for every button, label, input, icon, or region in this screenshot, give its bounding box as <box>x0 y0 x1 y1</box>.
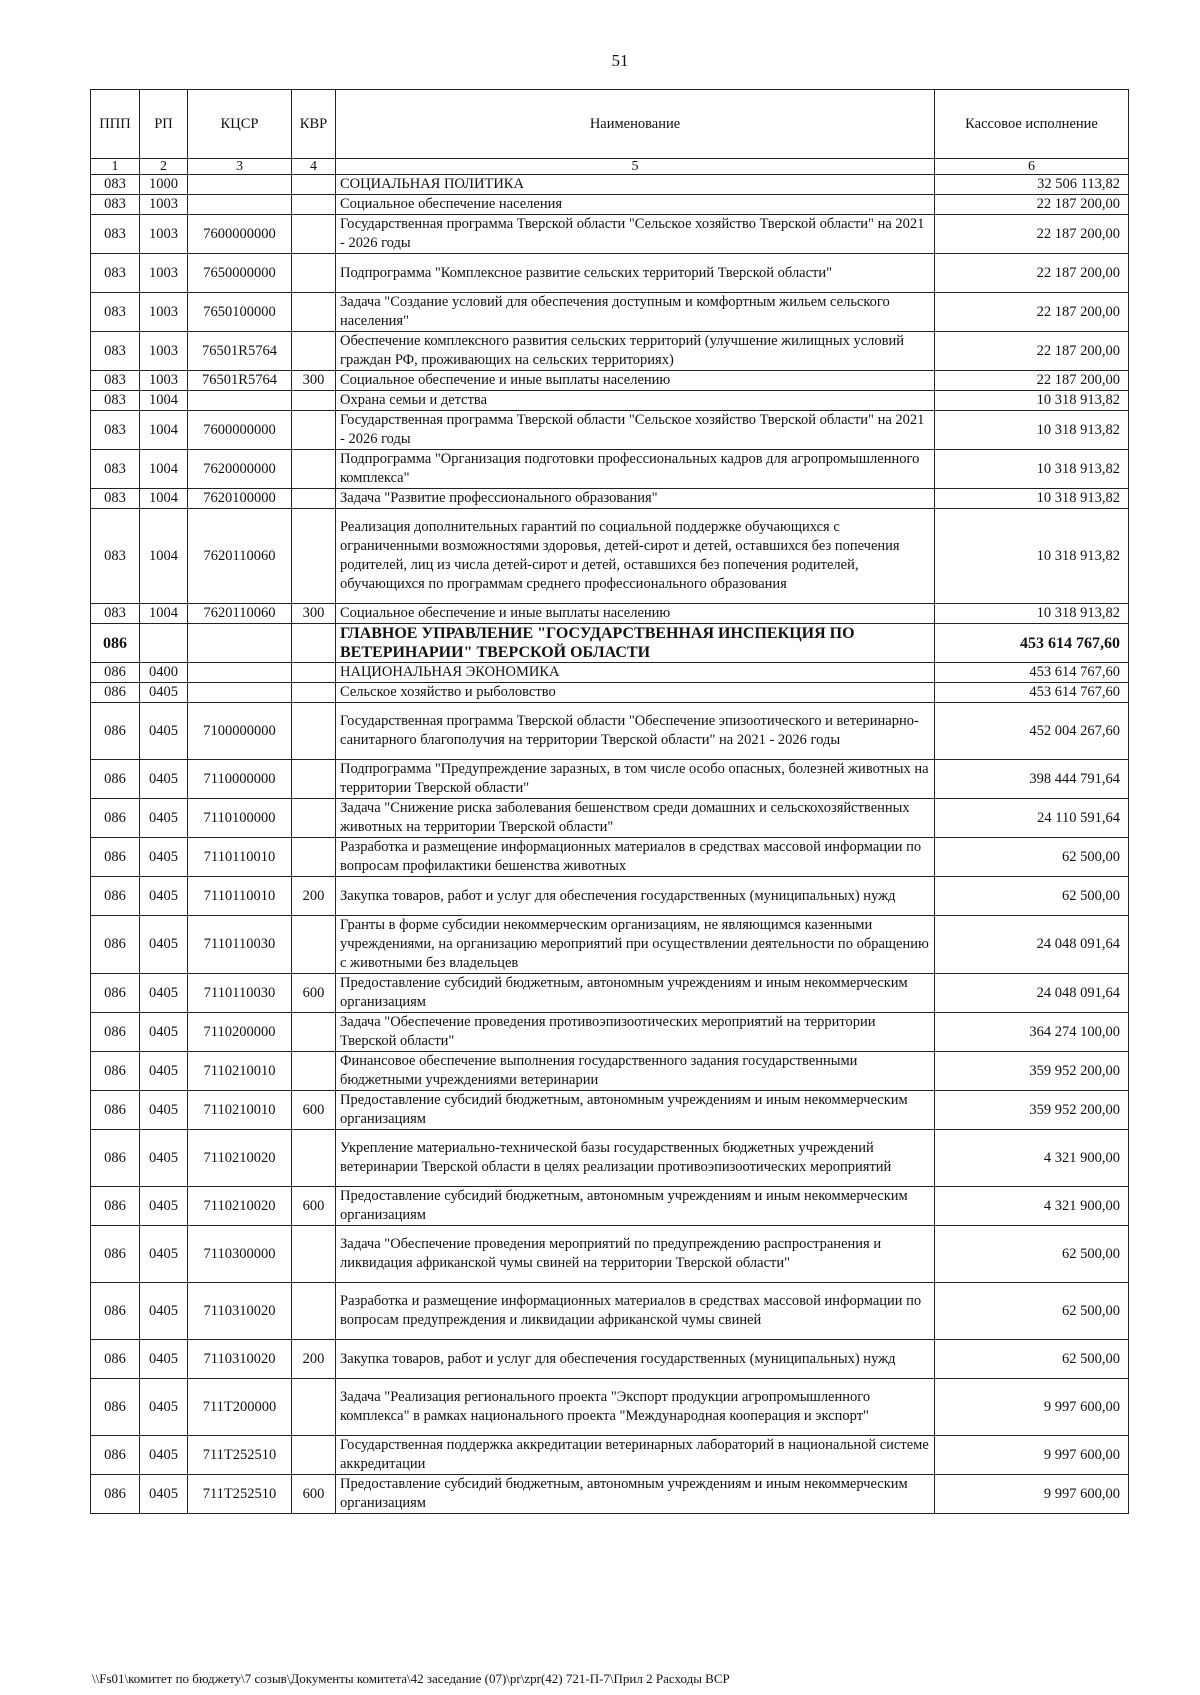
cell-name: НАЦИОНАЛЬНАЯ ЭКОНОМИКА <box>336 663 935 683</box>
cell-kvr <box>292 1013 336 1052</box>
cell-ppp: 086 <box>91 760 140 799</box>
table-row <box>91 1436 1129 1475</box>
cell-name: Обеспечение комплексного развития сельских территорий (улучшение жилищных условий граждан РФ, проживающих на сельских территориях) <box>336 332 935 371</box>
table-row <box>91 1130 1129 1187</box>
cell-ppp: 086 <box>91 799 140 838</box>
cell-rp: 0405 <box>140 974 188 1013</box>
cell-name: Задача "Реализация регионального проекта "Экспорт продукции агропромышленного комплекса" в рамках национального проекта "Международная кооперация и экспорт" <box>336 1379 935 1436</box>
cell-kvr <box>292 391 336 411</box>
cell-kcsr: 7110000000 <box>188 760 292 799</box>
cell-kcsr: 7620100000 <box>188 489 292 509</box>
cell-kvr <box>292 1436 336 1475</box>
cell-kcsr <box>188 175 292 195</box>
cell-name: Подпрограмма "Комплексное развитие сельских территорий Тверской области" <box>336 254 935 293</box>
table-row <box>91 663 1129 683</box>
cell-amount: 62 500,00 <box>935 1283 1129 1340</box>
column-number: 3 <box>188 159 292 175</box>
table-row <box>91 293 1129 332</box>
column-number: 5 <box>336 159 935 175</box>
cell-kcsr: 7620000000 <box>188 450 292 489</box>
cell-rp: 0405 <box>140 1436 188 1475</box>
cell-name: Государственная поддержка аккредитации ветеринарных лабораторий в национальной системе аккредитации <box>336 1436 935 1475</box>
cell-name: Укрепление материально-технической базы государственных бюджетных учреждений ветеринарии Тверской области в целях реализации противоэпизоотических мероприятий <box>336 1130 935 1187</box>
cell-ppp: 086 <box>91 1226 140 1283</box>
cell-kcsr: 7110210010 <box>188 1052 292 1091</box>
cell-amount: 4 321 900,00 <box>935 1187 1129 1226</box>
page-number: 51 <box>611 51 629 70</box>
cell-ppp: 083 <box>91 450 140 489</box>
cell-name: Охрана семьи и детства <box>336 391 935 411</box>
cell-amount: 10 318 913,82 <box>935 489 1129 509</box>
cell-kvr <box>292 760 336 799</box>
cell-kcsr: 76501R5764 <box>188 332 292 371</box>
cell-amount: 4 321 900,00 <box>935 1130 1129 1187</box>
cell-rp: 0405 <box>140 799 188 838</box>
cell-kcsr <box>188 663 292 683</box>
cell-ppp: 086 <box>91 1379 140 1436</box>
cell-kcsr: 7110210020 <box>188 1187 292 1226</box>
cell-amount: 22 187 200,00 <box>935 332 1129 371</box>
cell-name: Предоставление субсидий бюджетным, автономным учреждениям и иным некоммерческим организациям <box>336 1091 935 1130</box>
cell-kvr <box>292 332 336 371</box>
cell-rp: 1000 <box>140 175 188 195</box>
column-number-row <box>91 159 1129 175</box>
cell-kvr <box>292 293 336 332</box>
cell-amount: 62 500,00 <box>935 1226 1129 1283</box>
cell-name: Задача "Снижение риска заболевания бешенством среди домашних и сельскохозяйственных животных на территории Тверской области" <box>336 799 935 838</box>
cell-kvr <box>292 1379 336 1436</box>
cell-kvr: 600 <box>292 1475 336 1514</box>
cell-amount: 10 318 913,82 <box>935 509 1129 604</box>
table-row <box>91 703 1129 760</box>
cell-rp: 0405 <box>140 877 188 916</box>
cell-name: Сельское хозяйство и рыболовство <box>336 683 935 703</box>
table-row <box>91 877 1129 916</box>
table-row <box>91 1283 1129 1340</box>
cell-name: Задача "Обеспечение проведения мероприятий по предупреждению распространения и ликвидация африканской чумы свиней на территории Тверской области" <box>336 1226 935 1283</box>
cell-rp: 1003 <box>140 254 188 293</box>
cell-kvr <box>292 1052 336 1091</box>
cell-amount: 22 187 200,00 <box>935 215 1129 254</box>
table-row <box>91 1052 1129 1091</box>
table-header-row <box>91 90 1129 159</box>
cell-amount: 9 997 600,00 <box>935 1436 1129 1475</box>
cell-amount: 453 614 767,60 <box>935 624 1129 663</box>
header-rp: РП <box>140 90 188 159</box>
cell-amount: 453 614 767,60 <box>935 663 1129 683</box>
cell-rp: 0405 <box>140 1283 188 1340</box>
cell-amount: 24 110 591,64 <box>935 799 1129 838</box>
cell-ppp: 083 <box>91 293 140 332</box>
cell-ppp: 086 <box>91 1436 140 1475</box>
table-row <box>91 604 1129 624</box>
cell-amount: 32 506 113,82 <box>935 175 1129 195</box>
cell-ppp: 083 <box>91 371 140 391</box>
cell-name: СОЦИАЛЬНАЯ ПОЛИТИКА <box>336 175 935 195</box>
table-row <box>91 450 1129 489</box>
cell-ppp: 086 <box>91 1187 140 1226</box>
cell-kvr: 600 <box>292 974 336 1013</box>
cell-rp: 1004 <box>140 604 188 624</box>
cell-amount: 22 187 200,00 <box>935 195 1129 215</box>
cell-name: Подпрограмма "Предупреждение заразных, в том числе особо опасных, болезней животных на территории Тверской области" <box>336 760 935 799</box>
cell-kvr: 200 <box>292 877 336 916</box>
cell-name: Подпрограмма "Организация подготовки профессиональных кадров для агропромышленного комплекса" <box>336 450 935 489</box>
cell-rp: 0405 <box>140 1013 188 1052</box>
cell-kvr <box>292 1226 336 1283</box>
table-row <box>91 175 1129 195</box>
cell-kvr <box>292 254 336 293</box>
cell-kvr <box>292 1283 336 1340</box>
table-row <box>91 916 1129 974</box>
cell-kcsr: 7110210010 <box>188 1091 292 1130</box>
table-row <box>91 332 1129 371</box>
cell-amount: 22 187 200,00 <box>935 254 1129 293</box>
cell-amount: 364 274 100,00 <box>935 1013 1129 1052</box>
cell-ppp: 083 <box>91 175 140 195</box>
cell-kvr: 300 <box>292 371 336 391</box>
cell-amount: 22 187 200,00 <box>935 371 1129 391</box>
cell-rp: 1004 <box>140 391 188 411</box>
cell-rp: 1004 <box>140 489 188 509</box>
cell-kcsr: 711T200000 <box>188 1379 292 1436</box>
cell-kcsr: 7110310020 <box>188 1283 292 1340</box>
cell-kvr: 600 <box>292 1187 336 1226</box>
table-row <box>91 371 1129 391</box>
table-row <box>91 683 1129 703</box>
cell-rp: 0405 <box>140 703 188 760</box>
cell-kvr <box>292 916 336 974</box>
cell-rp: 1003 <box>140 215 188 254</box>
cell-kcsr <box>188 624 292 663</box>
cell-amount: 359 952 200,00 <box>935 1052 1129 1091</box>
cell-name: Разработка и размещение информационных материалов в средствах массовой информации по вопросам предупреждения и ликвидации африканской чумы свиней <box>336 1283 935 1340</box>
cell-name: Реализация дополнительных гарантий по социальной поддержке обучающихся с ограниченными возможностями здоровья, детей-сирот и детей, оставшихся без попечения родителей, лиц из числа детей-сирот и детей, оставшихся без попечения родителей, обучающихся по программам среднего профессионального образования <box>336 509 935 604</box>
cell-ppp: 083 <box>91 332 140 371</box>
cell-rp: 0400 <box>140 663 188 683</box>
cell-rp: 0405 <box>140 683 188 703</box>
table-row <box>91 1340 1129 1379</box>
cell-kcsr: 7620110060 <box>188 509 292 604</box>
table-row <box>91 1013 1129 1052</box>
cell-ppp: 086 <box>91 877 140 916</box>
cell-ppp: 086 <box>91 1475 140 1514</box>
cell-kcsr: 7600000000 <box>188 215 292 254</box>
cell-ppp: 086 <box>91 683 140 703</box>
table-row <box>91 489 1129 509</box>
cell-kcsr <box>188 195 292 215</box>
cell-kvr <box>292 663 336 683</box>
cell-kcsr: 7110110030 <box>188 974 292 1013</box>
cell-rp: 1003 <box>140 293 188 332</box>
cell-kvr <box>292 624 336 663</box>
cell-kvr: 300 <box>292 604 336 624</box>
cell-ppp: 086 <box>91 1340 140 1379</box>
cell-kcsr: 7110310020 <box>188 1340 292 1379</box>
cell-kcsr <box>188 391 292 411</box>
cell-rp: 0405 <box>140 1340 188 1379</box>
table-row <box>91 509 1129 604</box>
cell-rp: 1004 <box>140 411 188 450</box>
cell-ppp: 083 <box>91 391 140 411</box>
cell-rp: 1003 <box>140 371 188 391</box>
cell-kcsr: 711T252510 <box>188 1475 292 1514</box>
table-row <box>91 195 1129 215</box>
cell-ppp: 086 <box>91 1283 140 1340</box>
cell-amount: 22 187 200,00 <box>935 293 1129 332</box>
header-ppp: ППП <box>91 90 140 159</box>
cell-kcsr: 7110100000 <box>188 799 292 838</box>
cell-ppp: 083 <box>91 411 140 450</box>
table-row <box>91 624 1129 663</box>
cell-amount: 9 997 600,00 <box>935 1379 1129 1436</box>
cell-ppp: 086 <box>91 1052 140 1091</box>
cell-name: ГЛАВНОЕ УПРАВЛЕНИЕ "ГОСУДАРСТВЕННАЯ ИНСПЕКЦИЯ ПО ВЕТЕРИНАРИИ" ТВЕРСКОЙ ОБЛАСТИ <box>336 624 935 663</box>
cell-amount: 9 997 600,00 <box>935 1475 1129 1514</box>
cell-ppp: 083 <box>91 604 140 624</box>
cell-kvr: 200 <box>292 1340 336 1379</box>
cell-rp: 0405 <box>140 1226 188 1283</box>
table-row <box>91 799 1129 838</box>
cell-rp: 0405 <box>140 1187 188 1226</box>
cell-kcsr: 7110300000 <box>188 1226 292 1283</box>
cell-rp <box>140 624 188 663</box>
table-row <box>91 215 1129 254</box>
cell-ppp: 086 <box>91 703 140 760</box>
cell-kcsr: 7650100000 <box>188 293 292 332</box>
cell-amount: 62 500,00 <box>935 838 1129 877</box>
cell-rp: 1003 <box>140 195 188 215</box>
cell-ppp: 086 <box>91 663 140 683</box>
cell-name: Социальное обеспечение населения <box>336 195 935 215</box>
footer-file-path: \\Fs01\комитет по бюджету\7 созыв\Документы комитета\42 заседание (07)\pr\zpr(42) 721-П-7\Прил 2 Расходы ВСР <box>92 1671 730 1686</box>
cell-kvr <box>292 799 336 838</box>
cell-rp: 0405 <box>140 1130 188 1187</box>
cell-ppp: 083 <box>91 215 140 254</box>
table-row <box>91 1475 1129 1514</box>
cell-kcsr: 7110200000 <box>188 1013 292 1052</box>
cell-kvr <box>292 411 336 450</box>
cell-kvr: 600 <box>292 1091 336 1130</box>
cell-name: Задача "Создание условий для обеспечения доступным и комфортным жильем сельского населения" <box>336 293 935 332</box>
cell-ppp: 086 <box>91 974 140 1013</box>
cell-kcsr: 7650000000 <box>188 254 292 293</box>
cell-kvr <box>292 703 336 760</box>
cell-kcsr: 7620110060 <box>188 604 292 624</box>
header-amount: Кассовое исполнение <box>935 90 1129 159</box>
column-number: 6 <box>935 159 1129 175</box>
cell-name: Задача "Развитие профессионального образования" <box>336 489 935 509</box>
cell-kcsr: 7110110010 <box>188 838 292 877</box>
cell-rp: 1004 <box>140 450 188 489</box>
cell-kvr <box>292 1130 336 1187</box>
cell-amount: 398 444 791,64 <box>935 760 1129 799</box>
cell-kcsr: 7110210020 <box>188 1130 292 1187</box>
table-row <box>91 838 1129 877</box>
cell-kvr <box>292 489 336 509</box>
table-row <box>91 1187 1129 1226</box>
cell-name: Закупка товаров, работ и услуг для обеспечения государственных (муниципальных) нужд <box>336 1340 935 1379</box>
table-row <box>91 1226 1129 1283</box>
cell-kvr <box>292 175 336 195</box>
cell-ppp: 083 <box>91 254 140 293</box>
cell-name: Предоставление субсидий бюджетным, автономным учреждениям и иным некоммерческим организациям <box>336 1187 935 1226</box>
cell-name: Задача "Обеспечение проведения противоэпизоотических мероприятий на территории Тверской области" <box>336 1013 935 1052</box>
cell-ppp: 086 <box>91 1130 140 1187</box>
cell-kcsr: 711T252510 <box>188 1436 292 1475</box>
table-row <box>91 391 1129 411</box>
cell-ppp: 083 <box>91 489 140 509</box>
cell-name: Государственная программа Тверской области "Обеспечение эпизоотического и ветеринарно-санитарного благополучия на территории Тверской области" на 2021 - 2026 годы <box>336 703 935 760</box>
cell-ppp: 086 <box>91 1091 140 1130</box>
cell-kvr <box>292 509 336 604</box>
cell-kcsr: 7110110010 <box>188 877 292 916</box>
cell-kvr <box>292 683 336 703</box>
column-number: 2 <box>140 159 188 175</box>
cell-kvr <box>292 450 336 489</box>
cell-kcsr <box>188 683 292 703</box>
header-name: Наименование <box>336 90 935 159</box>
cell-kvr <box>292 215 336 254</box>
cell-kcsr: 7600000000 <box>188 411 292 450</box>
cell-ppp: 083 <box>91 195 140 215</box>
cell-ppp: 083 <box>91 509 140 604</box>
cell-kcsr: 7100000000 <box>188 703 292 760</box>
cell-name: Разработка и размещение информационных материалов в средствах массовой информации по вопросам профилактики бешенства животных <box>336 838 935 877</box>
cell-name: Социальное обеспечение и иные выплаты населению <box>336 604 935 624</box>
header-kcsr: КЦСР <box>188 90 292 159</box>
column-number: 4 <box>292 159 336 175</box>
table-row <box>91 1379 1129 1436</box>
table-row <box>91 760 1129 799</box>
table-row <box>91 1091 1129 1130</box>
cell-name: Предоставление субсидий бюджетным, автономным учреждениям и иным некоммерческим организациям <box>336 1475 935 1514</box>
cell-name: Государственная программа Тверской области "Сельское хозяйство Тверской области" на 2021 - 2026 годы <box>336 215 935 254</box>
cell-rp: 0405 <box>140 1475 188 1514</box>
cell-ppp: 086 <box>91 624 140 663</box>
cell-amount: 10 318 913,82 <box>935 411 1129 450</box>
cell-rp: 0405 <box>140 760 188 799</box>
cell-name: Финансовое обеспечение выполнения государственного задания государственными бюджетными учреждениями ветеринарии <box>336 1052 935 1091</box>
cell-amount: 24 048 091,64 <box>935 916 1129 974</box>
cell-amount: 62 500,00 <box>935 1340 1129 1379</box>
cell-name: Гранты в форме субсидии некоммерческим организациям, не являющимся казенными учреждениями, на организацию мероприятий при осуществлении деятельности по обращению с животными без владельцев <box>336 916 935 974</box>
cell-kcsr: 7110110030 <box>188 916 292 974</box>
cell-rp: 0405 <box>140 1052 188 1091</box>
cell-amount: 62 500,00 <box>935 877 1129 916</box>
cell-amount: 10 318 913,82 <box>935 391 1129 411</box>
cell-ppp: 086 <box>91 1013 140 1052</box>
budget-table <box>90 89 1129 1514</box>
cell-amount: 453 614 767,60 <box>935 683 1129 703</box>
cell-amount: 359 952 200,00 <box>935 1091 1129 1130</box>
cell-name: Социальное обеспечение и иные выплаты населению <box>336 371 935 391</box>
table-row <box>91 254 1129 293</box>
cell-kvr <box>292 838 336 877</box>
cell-rp: 0405 <box>140 838 188 877</box>
cell-ppp: 086 <box>91 838 140 877</box>
cell-kvr <box>292 195 336 215</box>
cell-amount: 10 318 913,82 <box>935 450 1129 489</box>
cell-rp: 1004 <box>140 509 188 604</box>
cell-rp: 0405 <box>140 1379 188 1436</box>
cell-name: Государственная программа Тверской области "Сельское хозяйство Тверской области" на 2021 - 2026 годы <box>336 411 935 450</box>
cell-amount: 10 318 913,82 <box>935 604 1129 624</box>
table-row <box>91 974 1129 1013</box>
cell-name: Предоставление субсидий бюджетным, автономным учреждениям и иным некоммерческим организациям <box>336 974 935 1013</box>
cell-amount: 24 048 091,64 <box>935 974 1129 1013</box>
column-number: 1 <box>91 159 140 175</box>
header-kvr: КВР <box>292 90 336 159</box>
table-row <box>91 411 1129 450</box>
cell-name: Закупка товаров, работ и услуг для обеспечения государственных (муниципальных) нужд <box>336 877 935 916</box>
cell-kcsr: 76501R5764 <box>188 371 292 391</box>
cell-rp: 0405 <box>140 916 188 974</box>
cell-amount: 452 004 267,60 <box>935 703 1129 760</box>
cell-ppp: 086 <box>91 916 140 974</box>
cell-rp: 1003 <box>140 332 188 371</box>
cell-rp: 0405 <box>140 1091 188 1130</box>
